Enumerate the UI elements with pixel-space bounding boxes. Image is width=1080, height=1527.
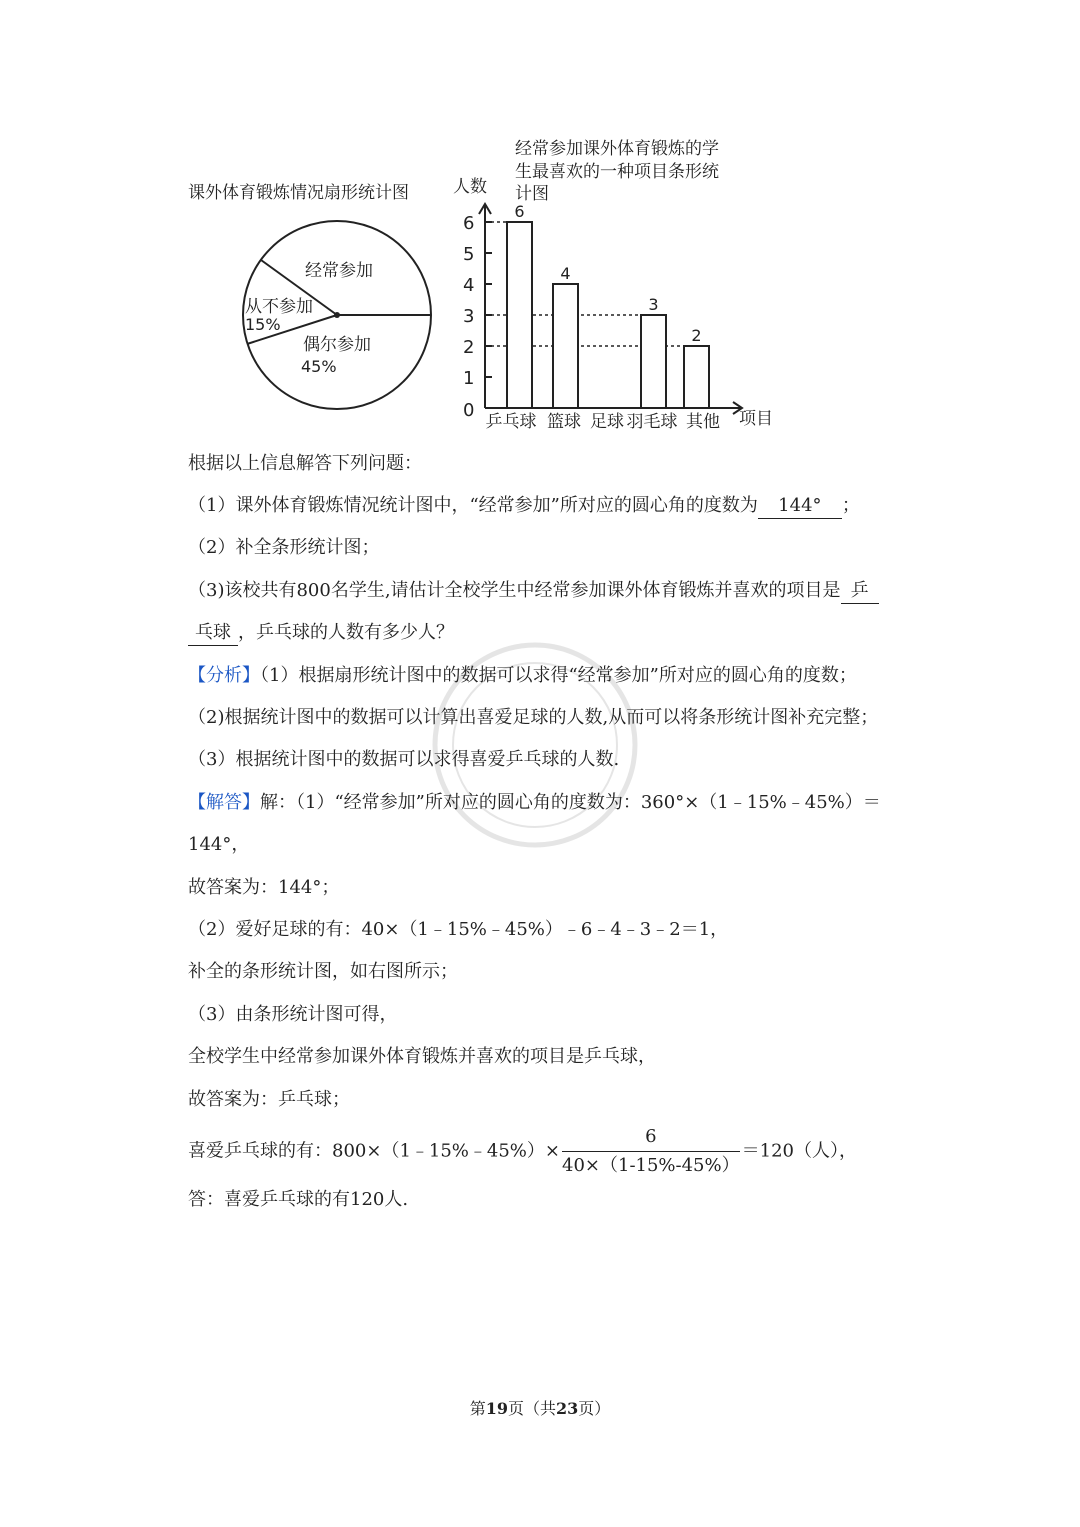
analysis-tag: 【分析】 [188, 665, 260, 686]
analysis-text-1: （1）根据扇形统计图中的数据可以求得“经常参加”所对应的圆心角的度数； [260, 665, 857, 686]
category-label: 篮球 [547, 412, 581, 432]
answer-line-6: 全校学生中经常参加课外体育锻炼并喜欢的项目是乒乓球， [188, 1046, 656, 1067]
bar-chart [445, 132, 785, 437]
fraction-denominator: 40×（1-15%-45%） [562, 1155, 740, 1176]
answer-text-8-end: ＝120（人）， [741, 1140, 857, 1162]
bar [684, 346, 709, 408]
bar-value-label: 2 [691, 326, 702, 345]
footer-page-number: 19 [485, 1399, 508, 1418]
bar-value-label: 3 [648, 295, 659, 314]
pie-percent-never: 15% [245, 315, 281, 334]
page-footer [0, 1396, 1080, 1419]
question-1-answer-blank: 144° [758, 494, 842, 519]
pie-percent-sometimes: 45% [301, 357, 337, 376]
question-3-end: ，乒乓球的人数有多少人？ [238, 622, 454, 643]
bar [553, 284, 578, 408]
analysis-line-2: （2)根据统计图中的数据可以计算出喜爱足球的人数,从而可以将条形统计图补充完整； [188, 707, 879, 728]
pie-chart-title: 课外体育锻炼情况扇形统计图 [188, 183, 409, 203]
answer-line-2: 故答案为：144°； [188, 877, 340, 898]
answer-line-8 [188, 1124, 857, 1179]
footer-pre: 第 [469, 1399, 486, 1418]
intro-text: 根据以上信息解答下列问题： [188, 453, 422, 474]
answer-line-4: 补全的条形统计图，如右图所示； [188, 961, 458, 982]
bar [641, 315, 666, 408]
question-3-text: （3)该校共有800名学生,请估计全校学生中经常参加课外体育锻炼并喜欢的项目是 [188, 580, 841, 601]
y-tick-label: 2 [463, 337, 475, 358]
category-label: 足球 [590, 412, 624, 432]
question-2: （2）补全条形统计图； [188, 537, 380, 558]
answer-line-9: 答：喜爱乒乓球的有120人. [188, 1189, 409, 1210]
question-3-cont [188, 621, 454, 646]
question-3 [188, 579, 879, 604]
answer-line-3: （2）爱好足球的有：40×（1﹣15%﹣45%）﹣6﹣4﹣3﹣2＝1， [188, 919, 729, 940]
y-axis-label: 人数 [453, 177, 487, 197]
y-tick-label: 3 [463, 306, 475, 327]
bar-value-label: 6 [514, 202, 525, 221]
question-1-text: （1）课外体育锻炼情况统计图中，“经常参加”所对应的圆心角的度数为 [188, 495, 758, 516]
answer-text-8: 喜爱乒乓球的有：800×（1﹣15%﹣45%）× [188, 1140, 560, 1162]
footer-total-pages: 23 [556, 1399, 579, 1418]
category-label: 乒乓球 [485, 412, 537, 432]
analysis-line-1 [188, 664, 857, 688]
origin-label: 0 [463, 400, 475, 421]
category-label: 羽毛球 [626, 412, 678, 432]
answer-line-1 [188, 791, 881, 815]
pie-label-often: 经常参加 [305, 261, 373, 281]
answer-line-7: 故答案为：乒乓球； [188, 1089, 350, 1110]
x-axis-label: 项目 [739, 409, 773, 429]
y-tick-label: 1 [463, 368, 475, 389]
footer-post: 页） [578, 1399, 611, 1418]
fraction [562, 1124, 740, 1179]
question-3-answer-blank-a: 乒 [841, 579, 879, 604]
question-3-answer-blank-b: 乓球 [188, 621, 238, 646]
pie-chart [185, 170, 445, 420]
bar-title-line-1: 经常参加课外体育锻炼的学 [515, 139, 719, 159]
pie-label-sometimes: 偶尔参加 [303, 335, 371, 355]
question-1 [188, 494, 860, 519]
answer-line-5: （3）由条形统计图可得， [188, 1004, 398, 1025]
bar-value-label: 4 [560, 264, 571, 283]
footer-mid: 页（共 [507, 1399, 556, 1418]
pie-center-dot [334, 312, 340, 318]
analysis-line-3: （3）根据统计图中的数据可以求得喜爱乒乓球的人数. [188, 749, 620, 770]
fraction-numerator: 6 [562, 1124, 740, 1152]
bar-title-line-2: 生最喜欢的一种项目条形统 [515, 162, 719, 182]
pie-label-never: 从不参加 [245, 297, 313, 317]
bar [507, 222, 532, 408]
y-tick-label: 5 [463, 244, 475, 265]
category-label: 其他 [686, 412, 720, 432]
answer-line-1b: 144°， [188, 834, 250, 855]
answer-text-1: 解：（1）“经常参加”所对应的圆心角的度数为：360°×（1﹣15%﹣45%）＝ [260, 792, 881, 813]
bar-title-line-3: 计图 [515, 184, 549, 204]
y-tick-label: 4 [463, 275, 475, 296]
answer-tag: 【解答】 [188, 792, 260, 813]
question-1-end: ； [841, 495, 860, 516]
y-tick-label: 6 [463, 213, 475, 234]
